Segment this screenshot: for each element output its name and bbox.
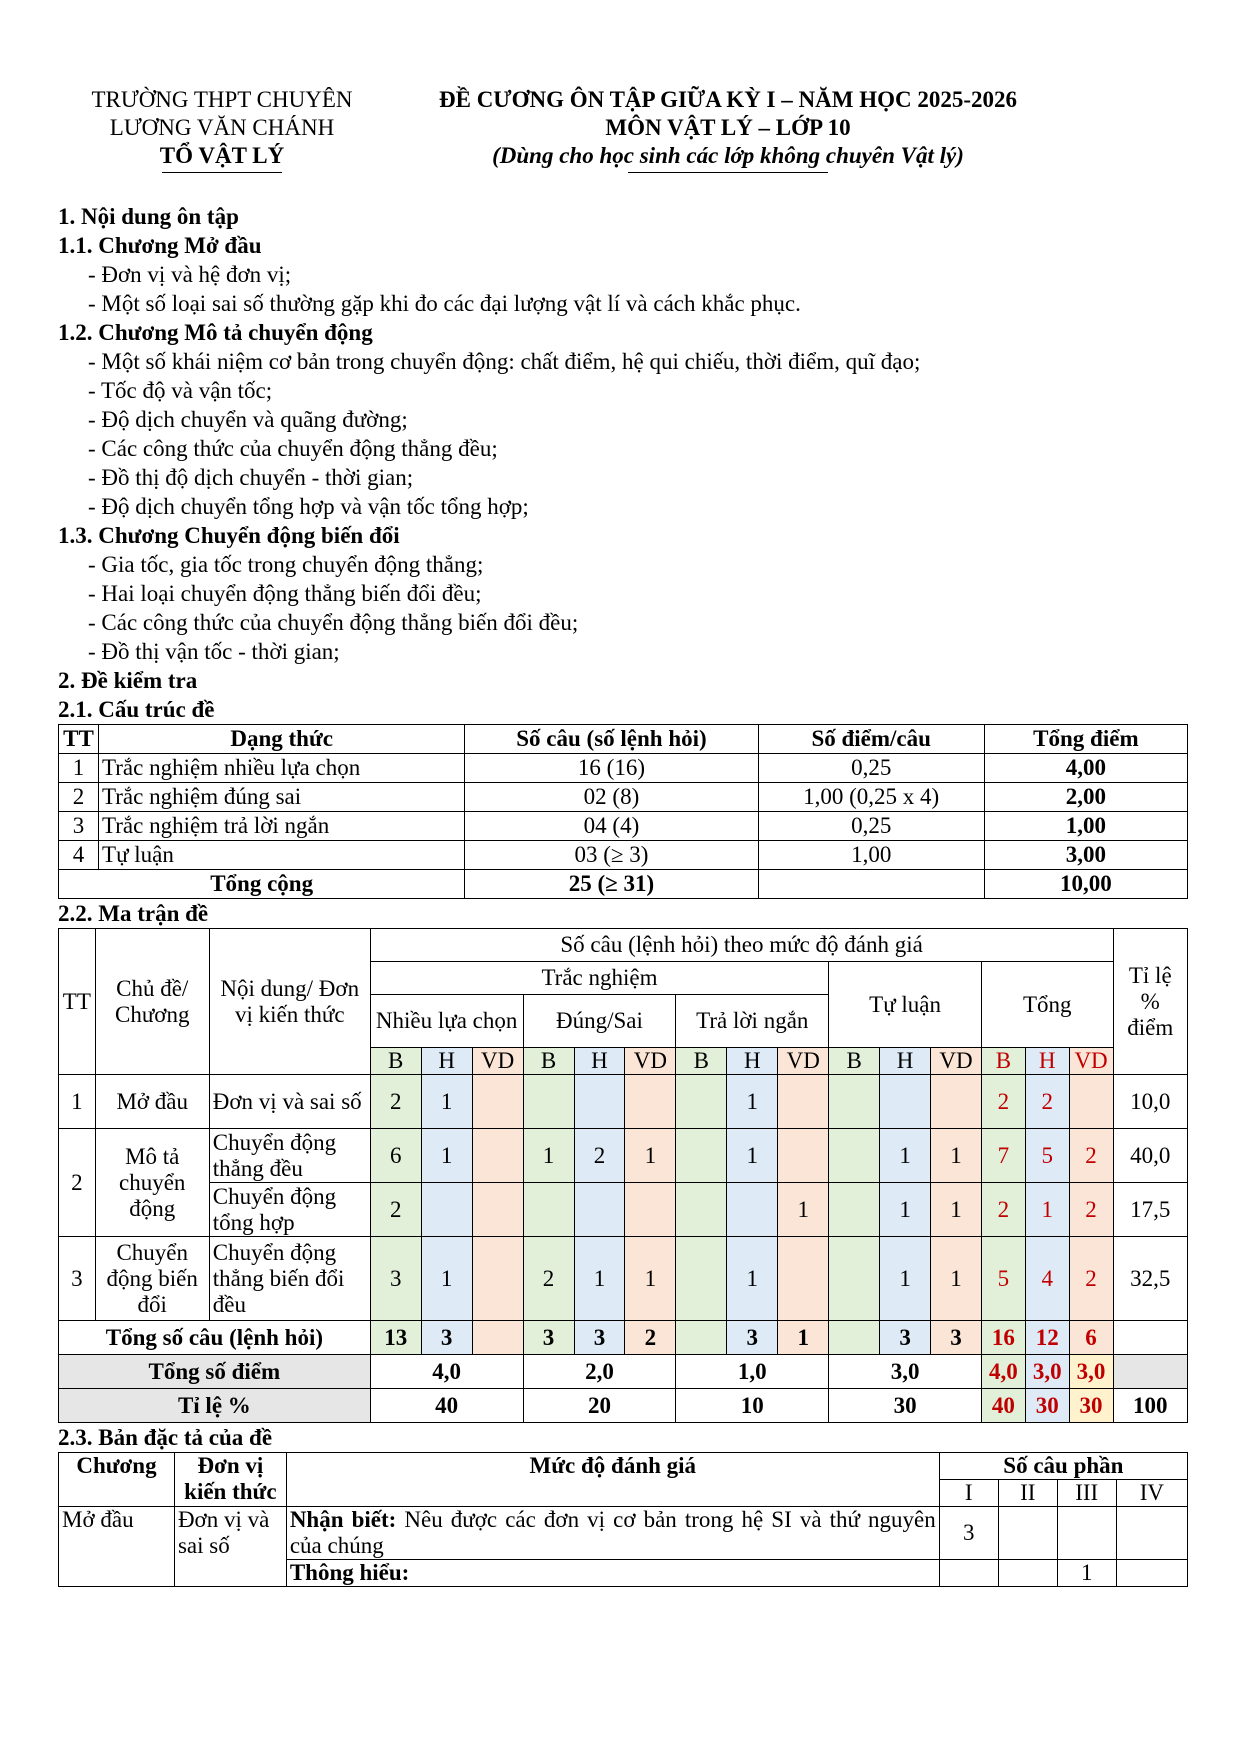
total-label: Tổng số điểm: [59, 1355, 371, 1389]
table-cell: 0,25: [758, 812, 984, 841]
table-cell: 1,00 (0,25 x 4): [758, 783, 984, 812]
matrix-cell: [829, 1183, 880, 1237]
matrix-cell: 12: [1025, 1321, 1069, 1355]
document-body: [58, 202, 1188, 1587]
group-points: 3,0: [829, 1355, 982, 1389]
level-header: VD: [778, 1048, 829, 1075]
matrix-cell: 6: [370, 1129, 421, 1183]
row-content: Đơn vị và sai số: [209, 1075, 370, 1129]
matrix-cell: 2: [1025, 1075, 1069, 1129]
level-description: [286, 1507, 939, 1560]
level-header: H: [1025, 1048, 1069, 1075]
table-cell: 1,00: [758, 841, 984, 870]
table-cell: Trắc nghiệm đúng sai: [99, 783, 465, 812]
matrix-cell: 1: [523, 1129, 574, 1183]
matrix-cell: [676, 1129, 727, 1183]
matrix-cell: 5: [982, 1237, 1026, 1321]
level-ratio: 30: [1025, 1389, 1069, 1423]
matrix-cell: 1: [727, 1075, 778, 1129]
list-item: - Đơn vị và hệ đơn vị;: [88, 262, 292, 287]
table-cell: 03 (≥ 3): [465, 841, 758, 870]
section-heading: 2.1. Cấu trúc đề: [58, 697, 215, 722]
matrix-cell: [472, 1237, 523, 1321]
header-divider: [162, 172, 282, 173]
table-header: Số câu (số lệnh hỏi): [465, 725, 758, 754]
matrix-cell: 2: [982, 1075, 1026, 1129]
part-header: III: [1057, 1480, 1116, 1507]
school-header: [62, 86, 382, 173]
table-cell: 16 (16): [465, 754, 758, 783]
department-name: TỔ VẬT LÝ: [159, 143, 285, 168]
list-item: - Độ dịch chuyển tổng hợp và vận tốc tổng hợp;: [88, 494, 529, 519]
matrix-cell: [676, 1183, 727, 1237]
level-ratio: 30: [1069, 1389, 1113, 1423]
matrix-header: Chủ đề/ Chương: [95, 929, 209, 1075]
table-row: [59, 1129, 1188, 1183]
section-heading: 1.3. Chương Chuyển động biến đổi: [58, 523, 400, 548]
document-title: ĐỀ CƯƠNG ÔN TẬP GIỮA KỲ I – NĂM HỌC 2025-2026: [439, 87, 1017, 112]
level-header: B: [829, 1048, 880, 1075]
group-points: 1,0: [676, 1355, 829, 1389]
section-heading: 1.2. Chương Mô tả chuyển động: [58, 320, 373, 345]
table-cell: 02 (8): [465, 783, 758, 812]
matrix-cell: 6: [1069, 1321, 1113, 1355]
section-heading: 2.3. Bản đặc tả của đề: [58, 1425, 273, 1450]
table-row: [59, 754, 1188, 783]
total-label: Tổng số câu (lệnh hỏi): [59, 1321, 371, 1355]
row-topic: Mở đầu: [95, 1075, 209, 1129]
level-ratio: 40: [982, 1389, 1026, 1423]
matrix-cell: 3: [370, 1237, 421, 1321]
matrix-cell: 7: [982, 1129, 1026, 1183]
table-header: Số câu phần: [939, 1453, 1187, 1480]
matrix-cell: 1: [625, 1237, 676, 1321]
row-number: 3: [59, 1237, 96, 1321]
list-item: - Các công thức của chuyển động thẳng đều;: [88, 436, 498, 461]
matrix-cell: 13: [370, 1321, 421, 1355]
matrix-cell: [829, 1321, 880, 1355]
matrix-cell: 1: [931, 1129, 982, 1183]
matrix-header-row: [59, 929, 1188, 962]
part-count: [1116, 1507, 1187, 1560]
audience-note: (Dùng cho học sinh các lớp không chuyên Vật lý): [492, 143, 964, 168]
matrix-cell: 1: [574, 1237, 625, 1321]
matrix-cell: [421, 1183, 472, 1237]
table-header: Dạng thức: [99, 725, 465, 754]
total-questions-row: [59, 1321, 1188, 1355]
matrix-header: Số câu (lệnh hỏi) theo mức độ đánh giá: [370, 929, 1113, 962]
matrix-cell: 2: [370, 1183, 421, 1237]
table-row: [59, 1075, 1188, 1129]
part-header: II: [998, 1480, 1057, 1507]
total-label: Tổng cộng: [59, 870, 465, 899]
list-item: - Một số khái niệm cơ bản trong chuyển động: chất điểm, hệ qui chiếu, thời điểm, quĩ đạo;: [88, 349, 921, 374]
matrix-cell: 2: [370, 1075, 421, 1129]
table-cell: 3,00: [984, 841, 1187, 870]
matrix-cell: 2: [982, 1183, 1026, 1237]
specification-table: [58, 1452, 1188, 1587]
school-name-line2: LƯƠNG VĂN CHÁNH: [109, 115, 335, 140]
matrix-cell: [472, 1321, 523, 1355]
matrix-cell: 1: [778, 1321, 829, 1355]
table-row: [59, 1183, 1188, 1237]
matrix-cell: [931, 1075, 982, 1129]
level-label: Nhận biết:: [289, 1507, 397, 1532]
matrix-cell: 3: [727, 1321, 778, 1355]
total-ratio: 100: [1113, 1389, 1187, 1423]
row-content: Chuyển động tổng hợp: [209, 1183, 370, 1237]
matrix-header: Trả lời ngắn: [676, 995, 829, 1048]
matrix-header: Tự luận: [829, 962, 982, 1048]
row-content: Chuyển động thẳng biến đổi đều: [209, 1237, 370, 1321]
part-count: [998, 1507, 1057, 1560]
section-heading: 2. Đề kiểm tra: [58, 668, 198, 693]
matrix-cell: [778, 1075, 829, 1129]
total-points-row: [59, 1355, 1188, 1389]
matrix-cell: [574, 1183, 625, 1237]
matrix-cell: 2: [1069, 1183, 1113, 1237]
matrix-cell: 1: [778, 1183, 829, 1237]
matrix-cell: [472, 1183, 523, 1237]
table-header-row: [59, 1453, 1188, 1480]
table-cell: 2: [59, 783, 99, 812]
matrix-cell: 2: [1069, 1129, 1113, 1183]
matrix-cell: 3: [574, 1321, 625, 1355]
matrix-cell: 1: [880, 1183, 931, 1237]
matrix-header: TT: [59, 929, 96, 1075]
section-heading: 1. Nội dung ôn tập: [58, 204, 239, 229]
table-row: [59, 1237, 1188, 1321]
matrix-cell: 1: [421, 1129, 472, 1183]
school-name-line1: TRƯỜNG THPT CHUYÊN: [91, 87, 353, 112]
row-topic: Chuyển động biến đổi: [95, 1237, 209, 1321]
table-cell: [1113, 1355, 1187, 1389]
list-item: - Hai loại chuyển động thẳng biến đổi đều;: [88, 581, 482, 606]
table-header: Số điểm/câu: [758, 725, 984, 754]
level-header: VD: [931, 1048, 982, 1075]
matrix-cell: [523, 1075, 574, 1129]
ratio-cell: [1113, 1321, 1187, 1355]
matrix-cell: [472, 1129, 523, 1183]
ratio-cell: 40,0: [1113, 1129, 1187, 1183]
matrix-cell: 3: [523, 1321, 574, 1355]
matrix-cell: [829, 1075, 880, 1129]
matrix-header: Nhiều lựa chọn: [370, 995, 523, 1048]
level-header: B: [982, 1048, 1026, 1075]
matrix-header: Tổng: [982, 962, 1114, 1048]
table-cell: 25 (≥ 31): [465, 870, 758, 899]
part-header: IV: [1116, 1480, 1187, 1507]
matrix-cell: 1: [421, 1075, 472, 1129]
row-number: 2: [59, 1129, 96, 1237]
table-cell: [758, 870, 984, 899]
level-header: B: [523, 1048, 574, 1075]
table-cell: 04 (4): [465, 812, 758, 841]
matrix-cell: 3: [880, 1321, 931, 1355]
table-header: Tổng điểm: [984, 725, 1187, 754]
table-cell: Tự luận: [99, 841, 465, 870]
level-header: B: [676, 1048, 727, 1075]
level-text: Nêu được các đơn vị cơ bản trong hệ SI và thứ nguyên của chúng: [289, 1507, 936, 1558]
level-label: Thông hiểu:: [286, 1560, 939, 1587]
group-ratio: 10: [676, 1389, 829, 1423]
table-total-row: [59, 870, 1188, 899]
matrix-cell: [778, 1237, 829, 1321]
matrix-header: Trắc nghiệm: [370, 962, 828, 995]
matrix-cell: [472, 1075, 523, 1129]
row-content: Chuyển động thẳng đều: [209, 1129, 370, 1183]
level-points: 3,0: [1025, 1355, 1069, 1389]
matrix-cell: 1: [931, 1183, 982, 1237]
matrix-cell: [574, 1075, 625, 1129]
matrix-cell: 2: [523, 1237, 574, 1321]
structure-table: [58, 724, 1188, 899]
level-header: H: [574, 1048, 625, 1075]
table-header: Chương: [59, 1453, 175, 1507]
group-points: 4,0: [370, 1355, 523, 1389]
ratio-row: [59, 1389, 1188, 1423]
table-header-row: [59, 725, 1188, 754]
section-heading: 1.1. Chương Mở đầu: [58, 233, 262, 258]
matrix-cell: [778, 1129, 829, 1183]
table-row: [59, 812, 1188, 841]
total-label: Tỉ lệ %: [59, 1389, 371, 1423]
table-cell: 4,00: [984, 754, 1187, 783]
matrix-cell: [829, 1237, 880, 1321]
matrix-cell: [625, 1075, 676, 1129]
chapter-cell: Mở đầu: [59, 1507, 175, 1587]
table-row: [59, 1507, 1188, 1560]
matrix-cell: [676, 1237, 727, 1321]
matrix-cell: 1: [421, 1237, 472, 1321]
document-title-block: [398, 86, 1058, 173]
level-header: B: [370, 1048, 421, 1075]
matrix-cell: 2: [574, 1129, 625, 1183]
table-cell: 1,00: [984, 812, 1187, 841]
table-header: Đơn vị kiến thức: [174, 1453, 286, 1507]
table-cell: 1: [59, 754, 99, 783]
ratio-cell: 17,5: [1113, 1183, 1187, 1237]
table-header: TT: [59, 725, 99, 754]
table-cell: 10,00: [984, 870, 1187, 899]
part-count: [998, 1560, 1057, 1587]
group-points: 2,0: [523, 1355, 676, 1389]
matrix-cell: 2: [1069, 1237, 1113, 1321]
matrix-cell: [625, 1183, 676, 1237]
part-count: 3: [939, 1507, 998, 1560]
list-item: - Độ dịch chuyển và quãng đường;: [88, 407, 408, 432]
level-header: VD: [472, 1048, 523, 1075]
level-points: 4,0: [982, 1355, 1026, 1389]
unit-cell: Đơn vị và sai số: [174, 1507, 286, 1587]
matrix-cell: 5: [1025, 1129, 1069, 1183]
part-header: I: [939, 1480, 998, 1507]
matrix-cell: 4: [1025, 1237, 1069, 1321]
title-divider: [628, 172, 828, 173]
table-row: [59, 783, 1188, 812]
matrix-header: Tỉ lệ % điểm: [1113, 929, 1187, 1075]
matrix-cell: 3: [931, 1321, 982, 1355]
part-count: [1057, 1507, 1116, 1560]
part-count: [939, 1560, 998, 1587]
level-header: VD: [625, 1048, 676, 1075]
group-ratio: 20: [523, 1389, 676, 1423]
subject-title: MÔN VẬT LÝ – LỚP 10: [605, 115, 851, 140]
part-count: [1116, 1560, 1187, 1587]
matrix-cell: 1: [727, 1237, 778, 1321]
matrix-cell: 3: [421, 1321, 472, 1355]
matrix-cell: 1: [727, 1129, 778, 1183]
matrix-cell: 1: [880, 1129, 931, 1183]
row-topic: Mô tả chuyển động: [95, 1129, 209, 1237]
list-item: - Một số loại sai số thường gặp khi đo các đại lượng vật lí và cách khắc phục.: [88, 291, 801, 316]
matrix-cell: [523, 1183, 574, 1237]
row-number: 1: [59, 1075, 96, 1129]
table-cell: 0,25: [758, 754, 984, 783]
level-header: H: [421, 1048, 472, 1075]
ratio-cell: 10,0: [1113, 1075, 1187, 1129]
matrix-cell: [676, 1321, 727, 1355]
table-cell: Trắc nghiệm nhiều lựa chọn: [99, 754, 465, 783]
matrix-cell: 2: [625, 1321, 676, 1355]
matrix-cell: 1: [931, 1237, 982, 1321]
level-points: 3,0: [1069, 1355, 1113, 1389]
matrix-cell: [880, 1075, 931, 1129]
matrix-cell: [829, 1129, 880, 1183]
matrix-cell: 1: [1025, 1183, 1069, 1237]
level-header: H: [880, 1048, 931, 1075]
table-cell: Trắc nghiệm trả lời ngắn: [99, 812, 465, 841]
table-header: Mức độ đánh giá: [286, 1453, 939, 1507]
matrix-cell: 1: [880, 1237, 931, 1321]
list-item: - Đồ thị vận tốc - thời gian;: [88, 639, 340, 664]
section-heading: 2.2. Ma trận đề: [58, 901, 209, 926]
table-cell: 3: [59, 812, 99, 841]
matrix-cell: [676, 1075, 727, 1129]
list-item: - Đồ thị độ dịch chuyển - thời gian;: [88, 465, 414, 490]
matrix-cell: [1069, 1075, 1113, 1129]
matrix-cell: [727, 1183, 778, 1237]
table-row: [59, 841, 1188, 870]
group-ratio: 30: [829, 1389, 982, 1423]
table-cell: 2,00: [984, 783, 1187, 812]
matrix-header: Nội dung/ Đơn vị kiến thức: [209, 929, 370, 1075]
matrix-cell: 16: [982, 1321, 1026, 1355]
matrix-cell: 1: [625, 1129, 676, 1183]
group-ratio: 40: [370, 1389, 523, 1423]
list-item: - Gia tốc, gia tốc trong chuyển động thẳng;: [88, 552, 484, 577]
assessment-matrix: [58, 928, 1188, 1423]
part-count: 1: [1057, 1560, 1116, 1587]
ratio-cell: 32,5: [1113, 1237, 1187, 1321]
list-item: - Các công thức của chuyển động thẳng biến đổi đều;: [88, 610, 579, 635]
level-header: VD: [1069, 1048, 1113, 1075]
matrix-header: Đúng/Sai: [523, 995, 676, 1048]
list-item: - Tốc độ và vận tốc;: [88, 378, 273, 403]
level-header: H: [727, 1048, 778, 1075]
table-cell: 4: [59, 841, 99, 870]
